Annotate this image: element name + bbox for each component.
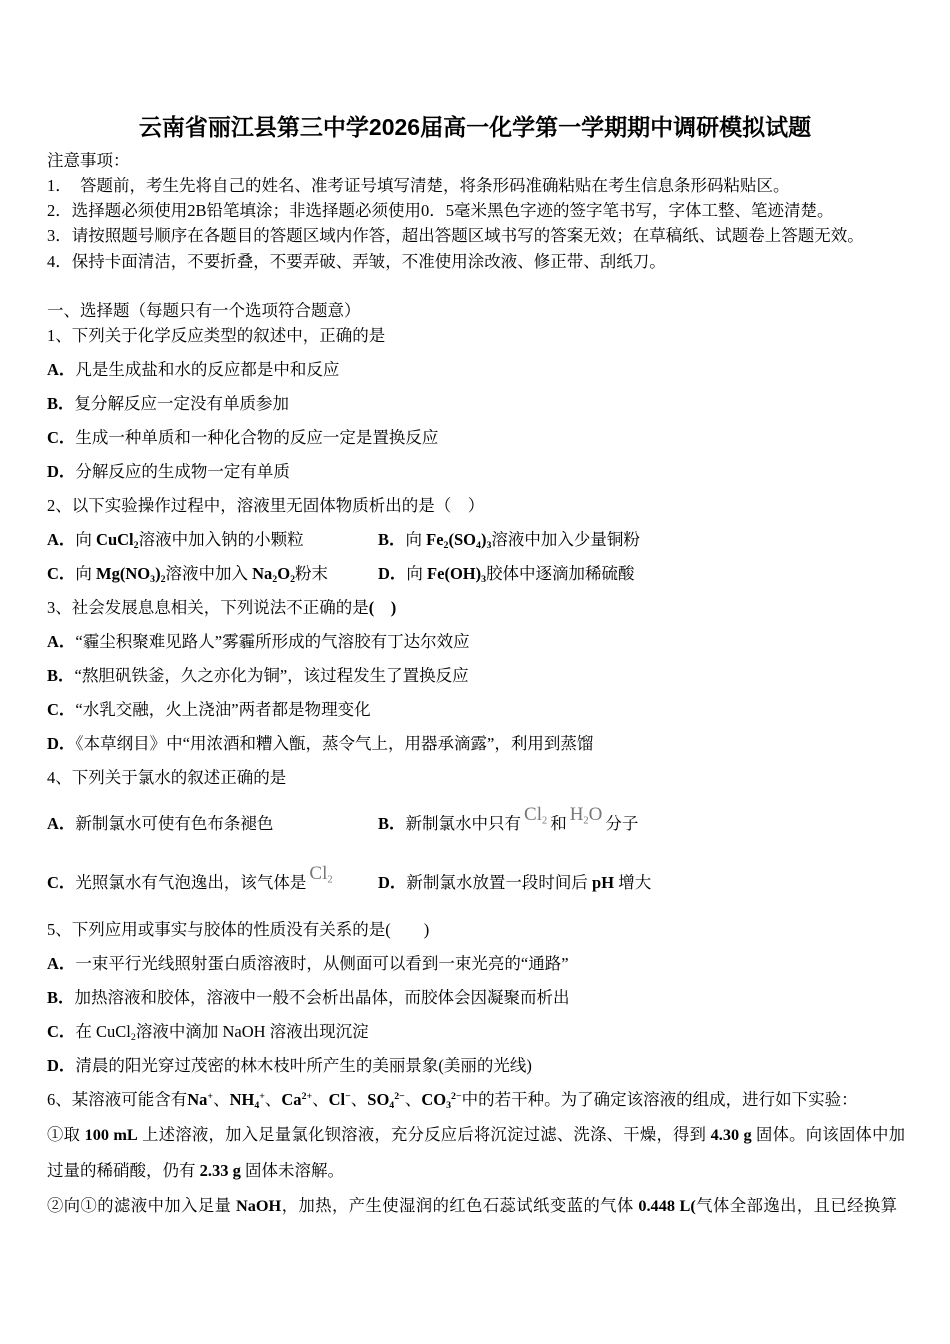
note-item-4: 4．保持卡面清洁，不要折叠，不要弄破、弄皱，不准使用涂改液、修正带、刮纸刀。 [47, 251, 666, 271]
text-run: ) [155, 564, 161, 583]
question-2-option-a [47, 523, 378, 557]
text-run: 向 [406, 564, 428, 583]
option-text [75, 863, 335, 892]
question-2-option-c [47, 557, 378, 591]
subscript: 3 [446, 1099, 451, 1111]
option-text [406, 564, 634, 583]
option-text: 生成一种单质和一种化合物的反应一定是置换反应 [75, 428, 439, 447]
question-5-option-d [47, 1049, 907, 1083]
text-run: Fe [426, 530, 444, 549]
formula-image [309, 863, 332, 884]
option-label: B． [378, 530, 406, 549]
text-run: 粉末 [295, 564, 329, 583]
option-text [406, 530, 640, 549]
subscript: 3 [486, 539, 492, 551]
superscript: + [259, 1091, 265, 1103]
option-label: C． [47, 564, 76, 583]
option-text [75, 530, 303, 549]
question-4-option-row-1 [47, 795, 907, 853]
subscript: 2 [272, 573, 278, 585]
text-run: Na [187, 1090, 208, 1109]
text-run: Fe(OH) [427, 564, 482, 583]
option-label: A． [47, 954, 76, 973]
text-run: 上述溶液，加入足量氯化钡溶液，充分反应后将沉淀过滤、洗涤、干燥，得到 [137, 1125, 711, 1144]
option-text: 一束平行光线照射蛋白质溶液时，从侧面可以看到一束光亮的“通路” [75, 954, 569, 973]
option-text: 新制氯水可使有色布条褪色 [75, 814, 274, 833]
text-run: 、 [213, 1090, 230, 1109]
question-4-stem: 4、下列关于氯水的叙述正确的是 [47, 768, 287, 787]
option-text: 复分解反应一定没有单质参加 [74, 394, 290, 413]
text-run: 2.33 g [199, 1160, 241, 1180]
question-3-option-c [47, 693, 907, 727]
text-run: H [569, 804, 584, 825]
question-6-step-2-line-1 [47, 1188, 897, 1224]
text-run: 溶液中加入 [165, 564, 253, 583]
option-text: 分解反应的生成物一定有单质 [75, 462, 290, 481]
text-run: 在 CuCl [75, 1022, 131, 1041]
text-run: 4.30 g [710, 1125, 752, 1144]
text-run: 胶体中逐滴加稀硫酸 [486, 564, 635, 583]
subscript: 2 [327, 874, 333, 886]
text-run: O [277, 564, 291, 583]
text-run: 增大 [614, 873, 652, 892]
formula-image [570, 804, 603, 825]
subscript: 3 [150, 573, 156, 585]
question-3-option-d [47, 727, 907, 761]
option-text: 清晨的阳光穿过茂密的林木枝叶所产生的美丽景象(美丽的光线) [75, 1056, 532, 1075]
question-4-option-a [47, 795, 378, 853]
subscript: 2 [290, 573, 296, 585]
text-run: NaOH [235, 1196, 282, 1215]
question-3-option-a [47, 625, 907, 659]
option-label: D． [47, 462, 76, 481]
text-run: 溶液中滴加 NaOH 溶液出现沉淀 [135, 1022, 369, 1041]
question-1-option-d [47, 455, 907, 489]
option-text: 凡是生成盐和水的反应都是中和反应 [75, 360, 340, 379]
exam-title: 云南省丽江县第三中学2026届高一化学第一学期期中调研模拟试题 [138, 114, 812, 140]
question-4-option-d [378, 853, 651, 913]
text-run: 溶液中加入钠的小颗粒 [138, 530, 304, 549]
text-run: 固体。向该固体中加 [751, 1125, 906, 1144]
question-2-option-row-2 [47, 557, 907, 591]
option-label: B． [378, 814, 406, 833]
option-text [406, 873, 651, 892]
question-5-stem: 5、下列应用或事实与胶体的性质没有关系的是( ) [47, 920, 430, 939]
option-label: C． [47, 428, 76, 447]
option-label: D． [47, 734, 76, 753]
text-run: ( ) [368, 598, 397, 617]
text-run: Cl [524, 804, 542, 825]
text-run: 6、某溶液可能含有 [47, 1090, 188, 1109]
option-label: D． [47, 1056, 76, 1075]
option-label: B． [47, 394, 75, 413]
option-text: “熬胆矾铁釜，久之亦化为铜”，该过程发生了置换反应 [74, 666, 469, 685]
option-text [75, 564, 328, 583]
note-item-3: 3．请按照题号顺序在各题目的答题区域内作答，超出答题区域书写的答案无效；在草稿纸、试题卷上答题无效。 [47, 226, 864, 246]
question-5-option-b [47, 981, 907, 1015]
option-text [405, 804, 639, 833]
text-run: ①取 [47, 1125, 85, 1144]
question-1-stem: 1、下列关于化学反应类型的叙述中，正确的是 [47, 326, 386, 345]
section-heading: 一、选择题（每题只有一个选项符合题意） [47, 301, 361, 320]
text-run: 和 [550, 814, 567, 833]
text-run: Mg(NO [96, 564, 151, 583]
subscript: 4 [389, 1099, 395, 1111]
question-2-option-d [378, 557, 635, 591]
option-text: 加热溶液和胶体，溶液中一般不会析出晶体，而胶体会因凝聚而析出 [74, 988, 570, 1007]
text-run: 分子 [605, 814, 639, 833]
subscript: 3 [481, 573, 487, 585]
superscript: − [345, 1091, 351, 1103]
question-5-option-a [47, 947, 907, 981]
notes-heading: 注意事项： [47, 150, 130, 170]
subscript: 2 [443, 539, 449, 551]
option-label: A． [47, 632, 76, 651]
text-run: ②向①的滤液中加入足量 [47, 1196, 236, 1215]
text-run: 新制氯水放置一段时间后 [406, 873, 593, 892]
option-label: A． [47, 360, 76, 379]
note-item-1: 1． 答题前，考生先将自己的姓名、准考证号填写清楚，将条形码准确粘贴在考生信息条形码粘贴区。 [47, 175, 790, 195]
option-label: B． [47, 666, 75, 685]
question-5-option-c [47, 1015, 907, 1049]
question-1-option-a [47, 353, 907, 387]
option-text: 《本草纲目》中“用浓酒和糟入甑，蒸令气上，用器承滴露”，利用到蒸馏 [75, 734, 594, 753]
text-run: NH [229, 1090, 255, 1109]
text-run: 向 [75, 564, 97, 583]
text-run: 100 mL [84, 1125, 138, 1144]
text-run: ，加热，产生使湿润的红色石蕊试纸变蓝的气体 [281, 1196, 639, 1215]
text-run: 固体未溶解。 [240, 1160, 344, 1180]
text-run: 、 [350, 1090, 368, 1109]
text-run: Na [252, 564, 273, 583]
text-run: SO [367, 1090, 390, 1109]
text-run: Cl [309, 863, 328, 884]
notes-block [47, 148, 907, 274]
option-label: D． [378, 564, 407, 583]
question-1-option-c [47, 421, 907, 455]
text-run: 、 [312, 1090, 329, 1109]
text-run: 0.448 L( [638, 1196, 696, 1215]
question-4-option-b [378, 795, 638, 853]
question-3-stem [47, 591, 907, 625]
option-label: C． [47, 873, 76, 892]
option-text: “霾尘积聚难见路人”雾霾所形成的气溶胶有丁达尔效应 [75, 632, 470, 651]
subscript: 4 [254, 1099, 260, 1111]
question-6-step-1-line-1 [47, 1117, 905, 1153]
text-run: 向 [75, 530, 97, 549]
option-label: A． [47, 814, 76, 833]
subscript: 4 [476, 539, 481, 551]
question-3-option-b [47, 659, 907, 693]
option-label: C． [47, 700, 76, 719]
text-run: 3、社会发展息息相关，下列说法不正确的是 [47, 598, 369, 617]
question-2-option-b [378, 523, 640, 557]
text-run: O [588, 804, 603, 825]
superscript: + [207, 1091, 214, 1103]
text-run: Ca [281, 1090, 302, 1109]
text-run: 新制氯水中只有 [405, 814, 522, 833]
question-4-option-row-2 [47, 853, 907, 913]
text-run: Cl [328, 1090, 346, 1109]
question-1-option-b [47, 387, 907, 421]
superscript: 2− [451, 1091, 462, 1103]
subscript: 2 [160, 573, 166, 585]
subscript: 2 [133, 539, 139, 551]
superscript: 2− [394, 1091, 405, 1103]
subscript: 2 [583, 815, 589, 827]
formula-image [524, 804, 547, 825]
text-run: 溶液中加入少量铜粉 [491, 530, 640, 549]
text-run: 、 [404, 1090, 422, 1109]
option-label: D． [378, 873, 407, 892]
text-run: 光照氯水有气泡逸出，该气体是 [75, 873, 307, 892]
option-text [75, 1022, 368, 1041]
note-item-2: 2．选择题必须使用2B铅笔填涂；非选择题必须使用0．5毫米黑色字迹的签字笔书写，字体工整、笔迹清楚。 [47, 201, 834, 220]
question-6-stem [47, 1083, 907, 1117]
text-run: 过量的稀硝酸，仍有 [47, 1160, 200, 1180]
question-6-step-1-line-2 [47, 1153, 907, 1189]
option-text: “水乳交融，火上浇油”两者都是物理变化 [75, 700, 371, 719]
text-run: CO [421, 1090, 447, 1109]
subscript: 2 [541, 815, 548, 827]
text-run: 气体全部逸出，且已经换算 [695, 1196, 897, 1215]
question-2-option-row-1 [47, 523, 907, 557]
text-run: 、 [264, 1090, 282, 1109]
option-label: A． [47, 530, 76, 549]
text-run: CuCl [96, 530, 134, 549]
option-label: C． [47, 1022, 76, 1041]
text-run: ) [480, 530, 487, 549]
question-4-option-c [47, 853, 378, 913]
text-run: 中的若干种。为了确定该溶液的组成，进行如下实验： [461, 1090, 858, 1109]
option-label: B． [47, 988, 75, 1007]
question-2-stem: 2、以下实验操作过程中，溶液里无固体物质析出的是（ ） [47, 496, 485, 515]
text-run: pH [592, 873, 615, 892]
text-run: (SO [448, 530, 476, 549]
superscript: 2+ [301, 1091, 313, 1103]
text-run: 向 [405, 530, 427, 549]
subscript: 2 [130, 1031, 136, 1043]
